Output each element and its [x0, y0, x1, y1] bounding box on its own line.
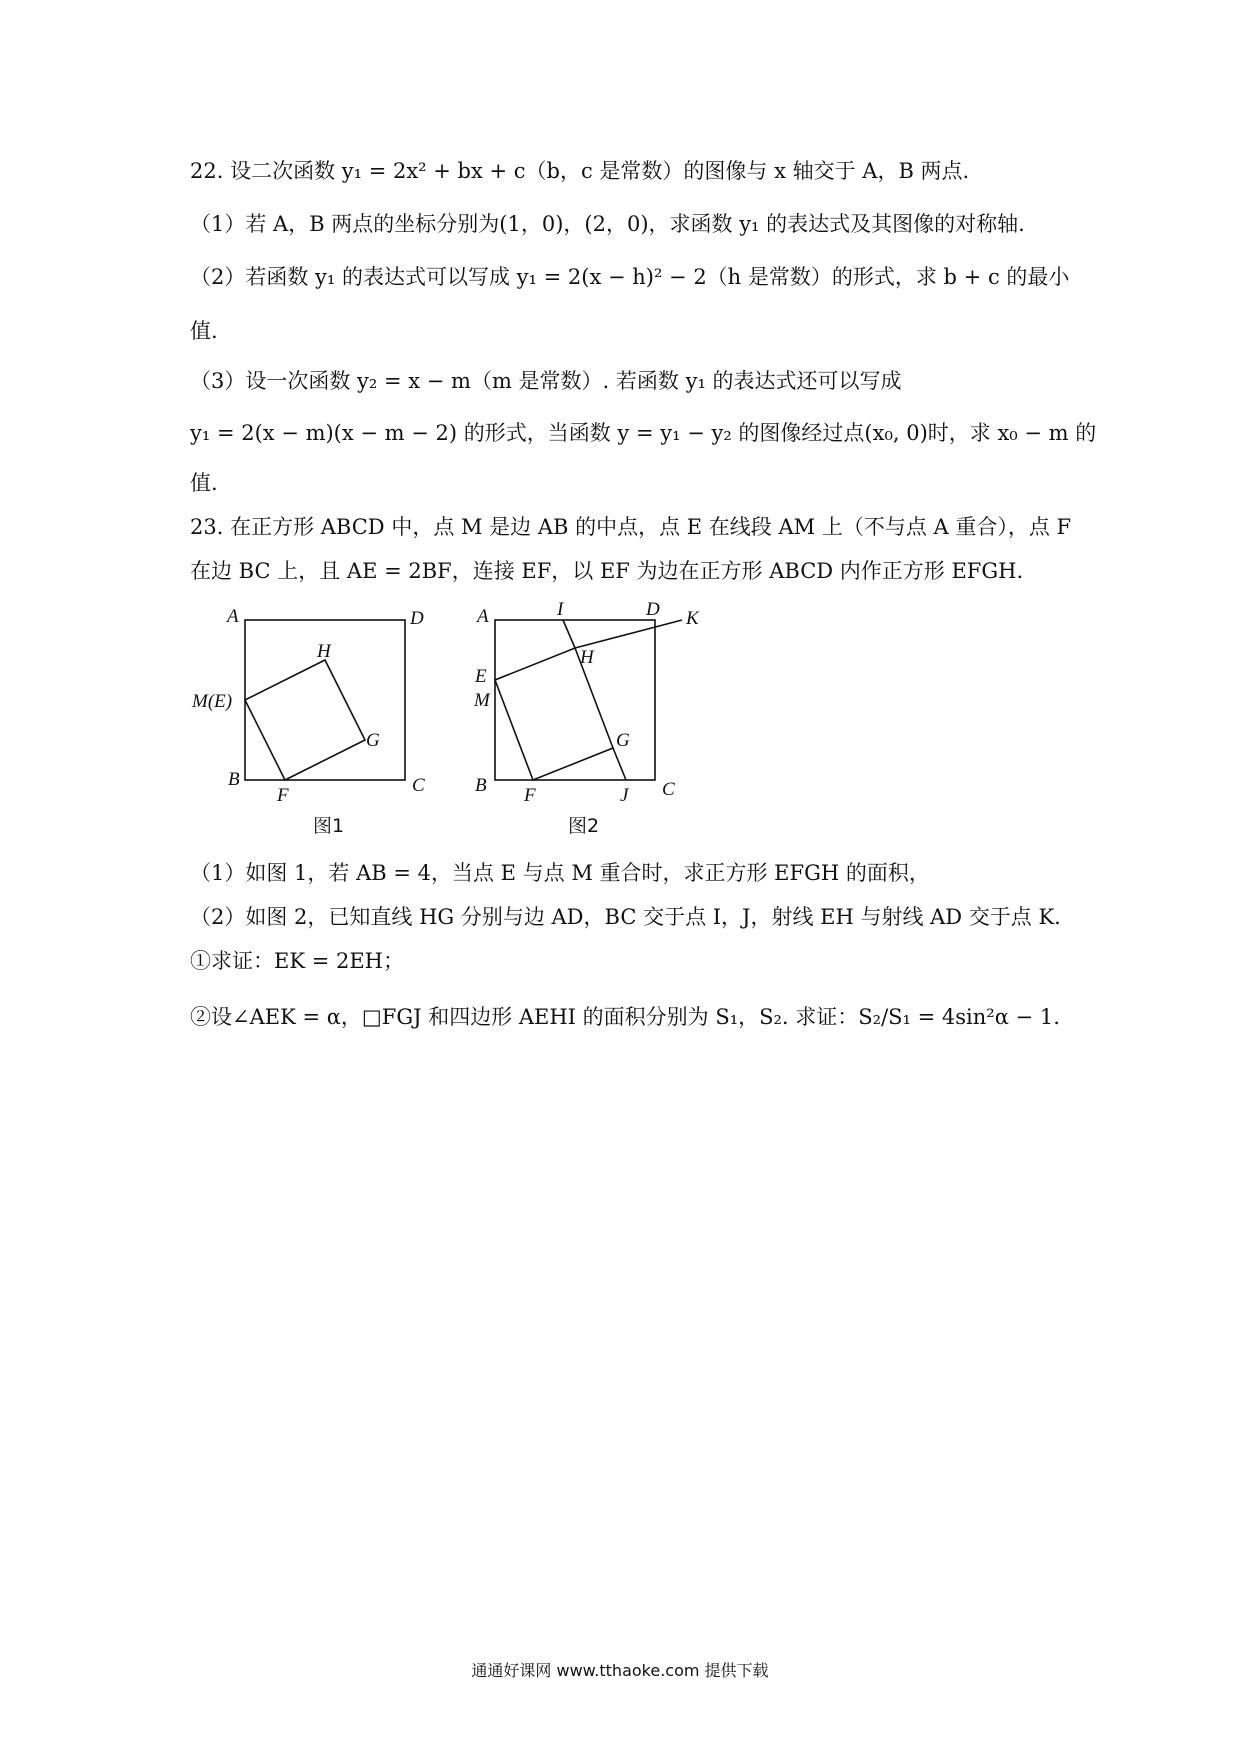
q22-part2-cont: 值.: [190, 319, 218, 343]
fig1-label-d: D: [410, 608, 424, 629]
square-abcd-2: [495, 620, 655, 780]
fig2-caption: 图2: [568, 815, 600, 837]
fig2-label-i: I: [557, 600, 564, 620]
fig2-label-a: A: [477, 606, 489, 627]
fig2-label-b: B: [475, 775, 487, 796]
fig1-label-c: C: [412, 775, 425, 796]
fig2-label-d: D: [646, 600, 660, 620]
q23-part1: （1）如图 1，若 AB = 4，当点 E 与点 M 重合时，求正方形 EFGH 的面积，: [190, 861, 930, 885]
fig2-label-j: J: [620, 785, 629, 806]
fig2-label-k: K: [686, 608, 699, 629]
fig2-label-m: M: [474, 690, 490, 711]
line-hi: [563, 620, 575, 648]
fig2-label-f: F: [524, 785, 536, 806]
fig1-caption: 图1: [313, 815, 345, 837]
fig2-label-c: C: [662, 779, 675, 800]
fig2-label-e: E: [475, 666, 487, 687]
fig1-label-g: G: [366, 730, 380, 751]
q23-stem-cont: 在边 BC 上，且 AE = 2BF，连接 EF，以 EF 为边在正方形 ABCD 内作正方形 EFGH.: [190, 559, 1024, 583]
fig1-label-a: A: [227, 606, 239, 627]
ray-hk: [575, 620, 682, 648]
line-gj: [613, 748, 626, 780]
page-footer: 通通好课网 www.tthaoke.com 提供下载: [471, 1661, 769, 1680]
q22-stem: 22. 设二次函数 y₁ = 2x² + bx + c（b，c 是常数）的图像与 x 轴交于 A，B 两点.: [190, 159, 970, 183]
q22-part1: （1）若 A，B 两点的坐标分别为(1，0)，(2，0)，求函数 y₁ 的表达式及其图像的对称轴.: [190, 212, 1025, 236]
square-efgh-2: [495, 648, 613, 780]
fig1-label-b: B: [228, 769, 240, 790]
q23-part2: （2）如图 2，已知直线 HG 分别与边 AD，BC 交于点 I，J，射线 EH 与射线 AD 交于点 K.: [190, 905, 1061, 929]
square-efgh-1: [245, 660, 365, 780]
q22-part3: （3）设一次函数 y₂ = x − m（m 是常数）. 若函数 y₁ 的表达式还可以写成: [190, 369, 902, 393]
figure-1: [190, 600, 440, 840]
fig2-label-g: G: [616, 730, 630, 751]
q23-part2-item1: ①求证：EK = 2EH；: [190, 949, 404, 973]
fig2-label-h: H: [580, 647, 594, 668]
fig1-label-f: F: [277, 785, 289, 806]
q22-part3-end: 值.: [190, 471, 218, 495]
q22-part2: （2）若函数 y₁ 的表达式可以写成 y₁ = 2(x − h)² − 2（h 是常数）的形式，求 b + c 的最小: [190, 265, 1070, 289]
q22-part3-cont: y₁ = 2(x − m)(x − m − 2) 的形式，当函数 y = y₁ − y₂ 的图像经过点(x₀, 0)时，求 x₀ − m 的: [190, 421, 1097, 445]
q23-stem: 23. 在正方形 ABCD 中，点 M 是边 AB 的中点，点 E 在线段 AM 上（不与点 A 重合），点 F: [190, 515, 1072, 539]
figure-2: [460, 600, 720, 840]
fig1-label-me: M(E): [192, 691, 233, 712]
fig1-label-h: H: [317, 641, 331, 662]
q23-part2-item2: ②设∠AEK = α，□FGJ 和四边形 AEHI 的面积分别为 S₁，S₂. 求证：S₂/S₁ = 4sin²α − 1.: [190, 1005, 1060, 1029]
